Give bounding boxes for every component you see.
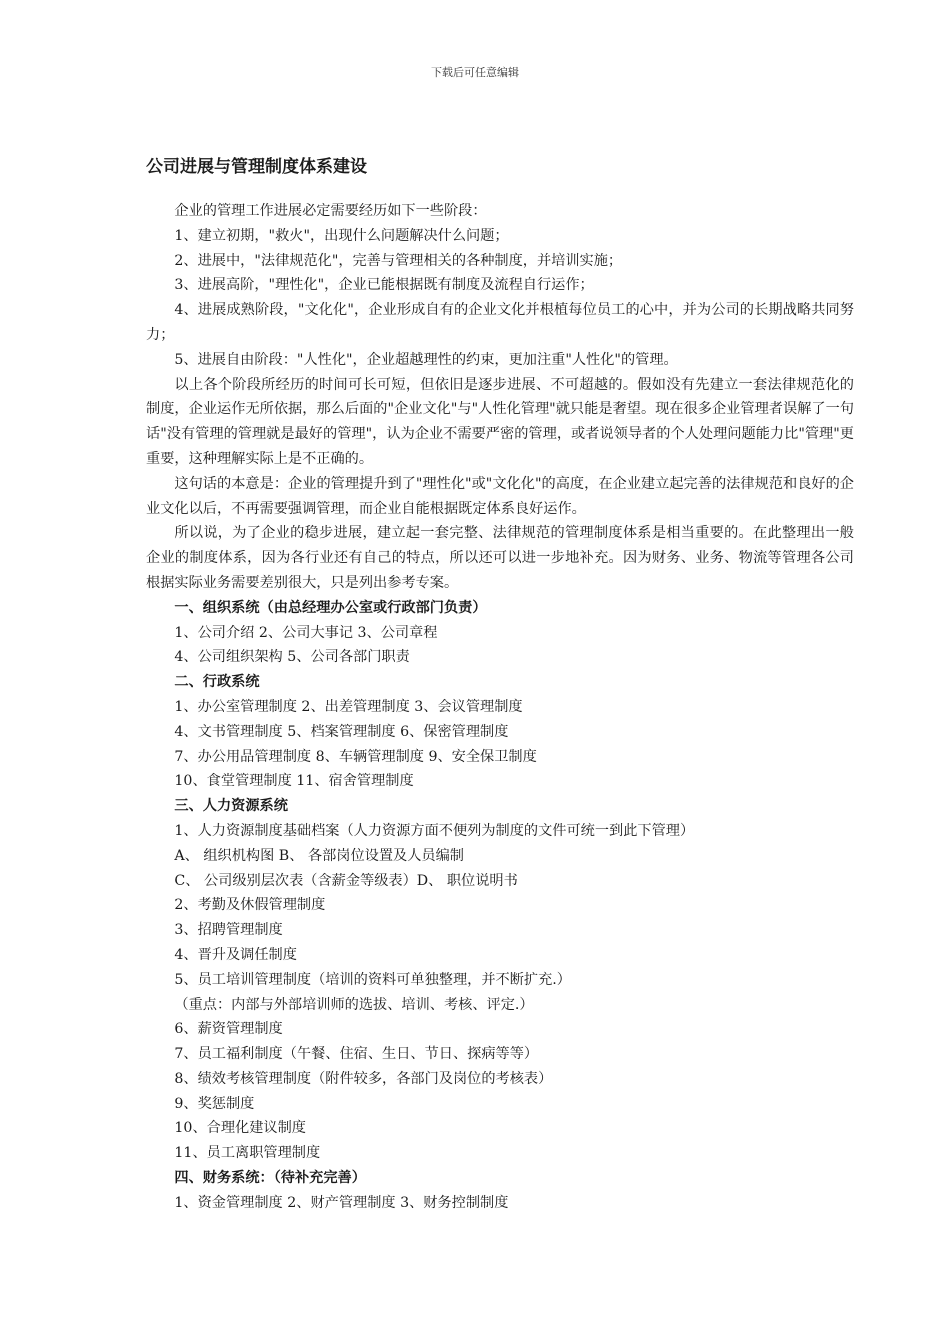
section-line: 1、人力资源制度基础档案（人力资源方面不便列为制度的文件可统一到此下管理） [174,822,695,839]
document-title: 公司进展与管理制度体系建设 [146,157,367,177]
section-line: 11、员工离职管理制度 [174,1145,321,1162]
section-heading: 四、财务系统：（待补充完善） [174,1170,366,1187]
body-paragraph: 以上各个阶段所经历的时间可长可短，但依旧是逐步进展、不可超越的。假如没有先建立一套法律规范化的制度，企业运作无所依据，那么后面的"企业文化"与"人性化管理"就只能是奢望。现在很多企业管理者误解了一句话"没有管理的管理就是最好的管理"，认为企业不需要严密的管理，或者说领导者的个人处理问题能力比"管理"更重要，这种理解实际上是不正确的。 [146,376,854,467]
section-line: 2、考勤及休假管理制度 [174,897,326,914]
section-heading: 一、组织系统（由总经理办公室或行政部门负责） [174,599,487,616]
stage-item: 3、进展高阶，"理性化"，企业已能根据既有制度及流程自行运作； [174,277,594,294]
section-line: 1、资金管理制度 2、财产管理制度 3、财务控制制度 [174,1194,509,1211]
section-line: 3、招聘管理制度 [174,922,283,939]
body-paragraph: 这句话的本意是：企业的管理提升到了"理性化"或"文化化"的高度，在企业建立起完善的法律规范和良好的企业文化以后，不再需要强调管理，而企业自能根据既定体系良好运作。 [146,475,854,517]
section-line: 8、绩效考核管理制度（附件较多，各部门及岗位的考核表） [174,1070,553,1087]
stage-item: 4、进展成熟阶段，"文化化"，企业形成自有的企业文化并根植每位员工的心中，并为公司的长期战略共同努力； [146,302,854,343]
section-line: C、 公司级别层次表（含薪金等级表）D、 职位说明书 [174,872,518,889]
section-line: 4、公司组织架构 5、公司各部门职责 [174,649,410,666]
section-line: 4、晋升及调任制度 [174,946,297,963]
intro-paragraph: 企业的管理工作进展必定需要经历如下一些阶段： [174,203,487,219]
page-header: 下载后可任意编辑 [431,66,519,79]
section-line: 10、合理化建议制度 [174,1120,306,1137]
section-heading: 三、人力资源系统 [174,798,288,815]
document-body [146,199,854,1216]
section-line: 5、员工培训管理制度（培训的资料可单独整理，并不断扩充.） [174,971,571,988]
section-line: 1、办公室管理制度 2、出差管理制度 3、会议管理制度 [174,698,523,715]
section-line: 1、公司介绍 2、公司大事记 3、公司章程 [174,624,438,641]
section-line: 6、薪资管理制度 [174,1021,283,1038]
section-line: 4、文书管理制度 5、档案管理制度 6、保密管理制度 [174,723,509,740]
section-heading: 二、行政系统 [174,674,260,691]
stage-item: 2、进展中，"法律规范化"，完善与管理相关的各种制度，并培训实施； [174,252,623,269]
section-line: 9、奖惩制度 [174,1095,255,1112]
section-line: A、 组织机构图 B、 各部岗位设置及人员编制 [174,847,464,864]
stage-item: 1、建立初期，"救火"，出现什么问题解决什么问题； [174,227,509,244]
section-line: 7、办公用品管理制度 8、车辆管理制度 9、安全保卫制度 [174,748,537,765]
body-paragraph: 所以说，为了企业的稳步进展，建立起一套完整、法律规范的管理制度体系是相当重要的。在此整理出一般企业的制度体系，因为各行业还有自己的特点，所以还可以进一步地补充。因为财务、业务、物流等管理各公司根据实际业务需要差别很大，只是列出参考专案。 [146,525,854,591]
section-line: 10、食堂管理制度 11、宿舍管理制度 [174,773,414,790]
stage-item: 5、进展自由阶段："人性化"，企业超越理性的约束，更加注重"人性化"的管理。 [174,351,678,368]
section-note: （重点：内部与外部培训师的选拔、培训、考核、评定.） [174,996,534,1013]
section-line: 7、员工福利制度（午餐、住宿、生日、节日、探病等等） [174,1046,539,1063]
